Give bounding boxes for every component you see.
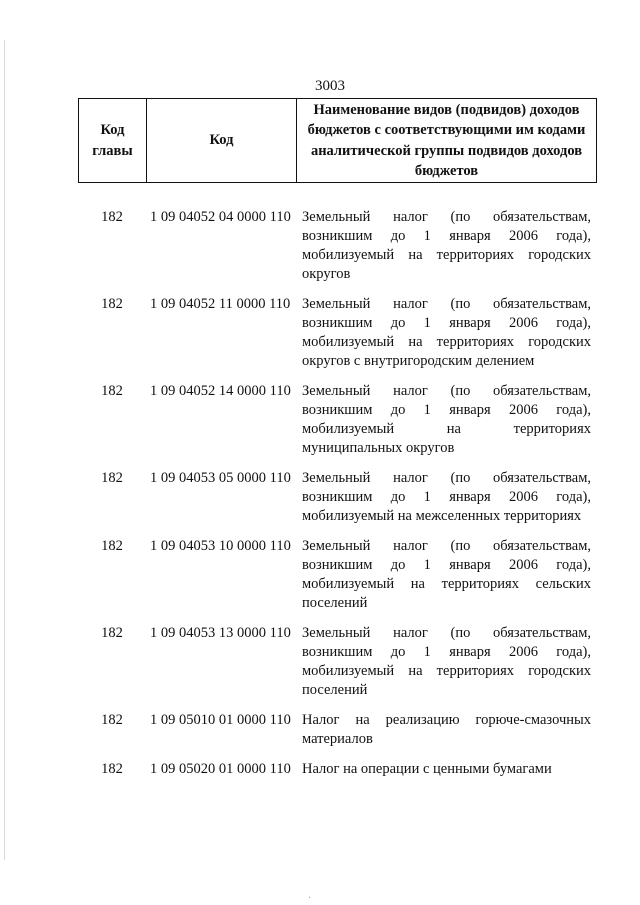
table-body: [78, 208, 597, 790]
header-code: Код: [147, 99, 297, 182]
scan-edge-line: [4, 40, 5, 860]
revenue-code: 1 09 04053 05 0000 110: [150, 470, 291, 486]
revenue-name: Земельный налог (по обязательствам, возникшим до 1 января 2006 года), мобилизуемый на территориях городских округов с внутригородским делением: [302, 296, 591, 369]
page-number: 3003: [315, 78, 345, 94]
table-row: [78, 711, 597, 749]
revenue-name: Земельный налог (по обязательствам, возникшим до 1 января 2006 года), мобилизуемый на межселенных территориях: [302, 470, 591, 524]
chapter-code: 182: [101, 470, 123, 486]
revenue-name: Земельный налог (по обязательствам, возникшим до 1 января 2006 года), мобилизуемый на территориях городских округов: [302, 209, 591, 282]
table-row: [78, 295, 597, 371]
revenue-code: 1 09 04052 11 0000 110: [150, 296, 291, 312]
chapter-code: 182: [101, 761, 123, 777]
chapter-code: 182: [101, 538, 123, 554]
chapter-code: 182: [101, 209, 123, 225]
revenue-code: 1 09 05010 01 0000 110: [150, 712, 291, 728]
table-row: [78, 382, 597, 458]
chapter-code: 182: [101, 625, 123, 641]
table-row: [78, 537, 597, 613]
revenue-code: 1 09 04052 04 0000 110: [150, 209, 291, 225]
table-row: [78, 760, 597, 779]
revenue-name: Земельный налог (по обязательствам, возникшим до 1 января 2006 года), мобилизуемый на территориях городских поселений: [302, 625, 591, 698]
revenue-name: Налог на реализацию горюче-смазочных материалов: [302, 712, 591, 747]
chapter-code: 182: [101, 712, 123, 728]
table-row: [78, 469, 597, 526]
revenue-code: 1 09 05020 01 0000 110: [150, 761, 291, 777]
table-header: [78, 98, 597, 183]
revenue-code: 1 09 04053 10 0000 110: [150, 538, 291, 554]
header-revenue-name: Наименование видов (подвидов) доходов бюджетов с соответствующими им кодами аналитической группы подвидов доходов бюджетов: [307, 101, 586, 179]
header-chapter-code: Код главы: [79, 99, 147, 182]
table-row: [78, 624, 597, 700]
footer-mark: ·: [308, 893, 312, 904]
table-row: [78, 208, 597, 284]
revenue-code: 1 09 04052 14 0000 110: [150, 383, 291, 399]
chapter-code: 182: [101, 296, 123, 312]
revenue-name: Налог на операции с ценными бумагами: [302, 761, 552, 777]
revenue-name: Земельный налог (по обязательствам, возникшим до 1 января 2006 года), мобилизуемый на территориях муниципальных округов: [302, 383, 591, 456]
chapter-code: 182: [101, 383, 123, 399]
revenue-name: Земельный налог (по обязательствам, возникшим до 1 января 2006 года), мобилизуемый на территориях сельских поселений: [302, 538, 591, 611]
revenue-code: 1 09 04053 13 0000 110: [150, 625, 291, 641]
